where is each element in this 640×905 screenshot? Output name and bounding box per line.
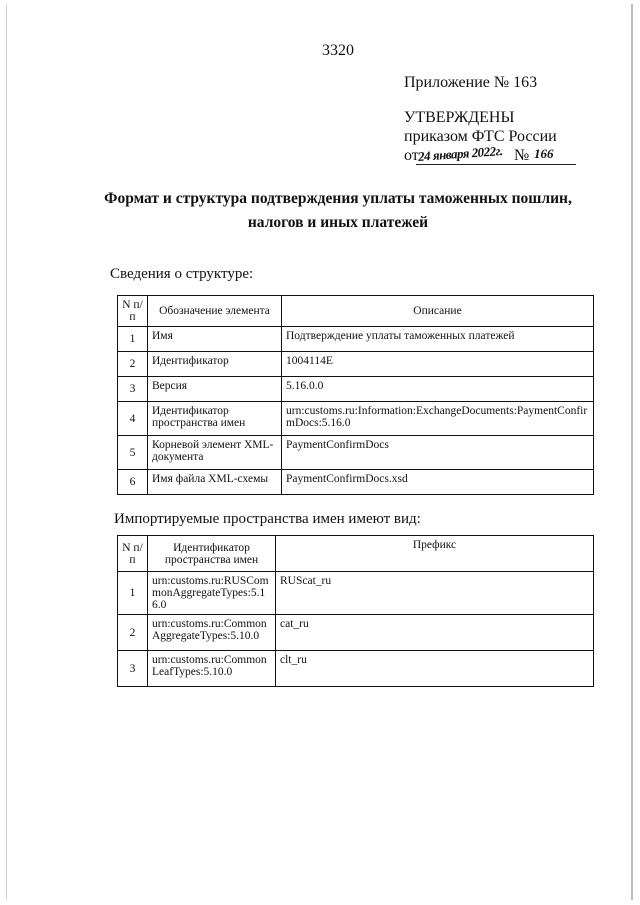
row-number: 2 <box>118 615 148 651</box>
table-row <box>118 436 594 470</box>
approved-by-order: приказом ФТС России <box>404 128 557 145</box>
element-name: Имя файла XML-схемы <box>148 470 282 495</box>
element-description: PaymentConfirmDocs <box>282 436 594 470</box>
appendix-label: Приложение № 163 <box>404 74 538 91</box>
approval-block <box>404 108 574 171</box>
page-number: 3320 <box>322 42 354 59</box>
namespace-prefix: cat_ru <box>276 615 594 651</box>
table-row <box>118 470 594 495</box>
table-row <box>118 377 594 402</box>
namespaces-table <box>117 535 594 687</box>
approval-date-line <box>404 143 574 166</box>
date-prefix: от <box>404 147 419 164</box>
element-name: Идентификатор пространства имен <box>148 402 282 436</box>
structure-caption: Сведения о структуре: <box>110 266 254 282</box>
header-cell: Описание <box>282 296 594 327</box>
element-name: Версия <box>148 377 282 402</box>
handwritten-date: 24 января 2022г. <box>417 143 503 164</box>
header-cell: Обозначение элемента <box>148 296 282 327</box>
namespace-id: urn:customs.ru:CommonAggregateTypes:5.10.0 <box>148 615 276 651</box>
namespace-prefix: RUScat_ru <box>276 572 594 615</box>
row-number: 3 <box>118 377 148 402</box>
row-number: 4 <box>118 402 148 436</box>
table-row <box>118 402 594 436</box>
row-number: 1 <box>118 327 148 352</box>
row-number: 6 <box>118 470 148 495</box>
row-number: 2 <box>118 352 148 377</box>
signature-underline <box>416 164 576 165</box>
table-row <box>118 651 594 687</box>
row-number: 5 <box>118 436 148 470</box>
approved-heading: УТВЕРЖДЕНЫ <box>404 109 515 126</box>
element-description: 5.16.0.0 <box>282 377 594 402</box>
element-name: Имя <box>148 327 282 352</box>
row-number: 3 <box>118 651 148 687</box>
element-description: 1004114E <box>282 352 594 377</box>
namespaces-caption: Импортируемые пространства имен имеют вид: <box>114 511 421 527</box>
header-cell: Префикс <box>276 536 594 572</box>
table-row <box>118 352 594 377</box>
element-name: Идентификатор <box>148 352 282 377</box>
namespace-id: urn:customs.ru:RUSCommonAggregateTypes:5.16.0 <box>148 572 276 615</box>
structure-table <box>117 295 594 495</box>
namespace-prefix: clt_ru <box>276 651 594 687</box>
handwritten-number: 166 <box>534 146 554 161</box>
row-number: 1 <box>118 572 148 615</box>
namespace-id: urn:customs.ru:CommonLeafTypes:5.10.0 <box>148 651 276 687</box>
document-title: Формат и структура подтверждения уплаты таможенных пошлин, налогов и иных платежей <box>104 190 572 231</box>
element-description: PaymentConfirmDocs.xsd <box>282 470 594 495</box>
header-cell: N п/п <box>118 296 148 327</box>
element-description: urn:customs.ru:Information:ExchangeDocuments:PaymentConfirmDocs:5.16.0 <box>282 402 594 436</box>
number-label: № <box>514 147 530 164</box>
table-row <box>118 572 594 615</box>
header-cell: N п/п <box>118 536 148 572</box>
table-row <box>118 615 594 651</box>
element-name: Корневой элемент XML-документа <box>148 436 282 470</box>
element-description: Подтверждение уплаты таможенных платежей <box>282 327 594 352</box>
table-row <box>118 327 594 352</box>
header-cell: Идентификатор пространства имен <box>148 536 276 572</box>
